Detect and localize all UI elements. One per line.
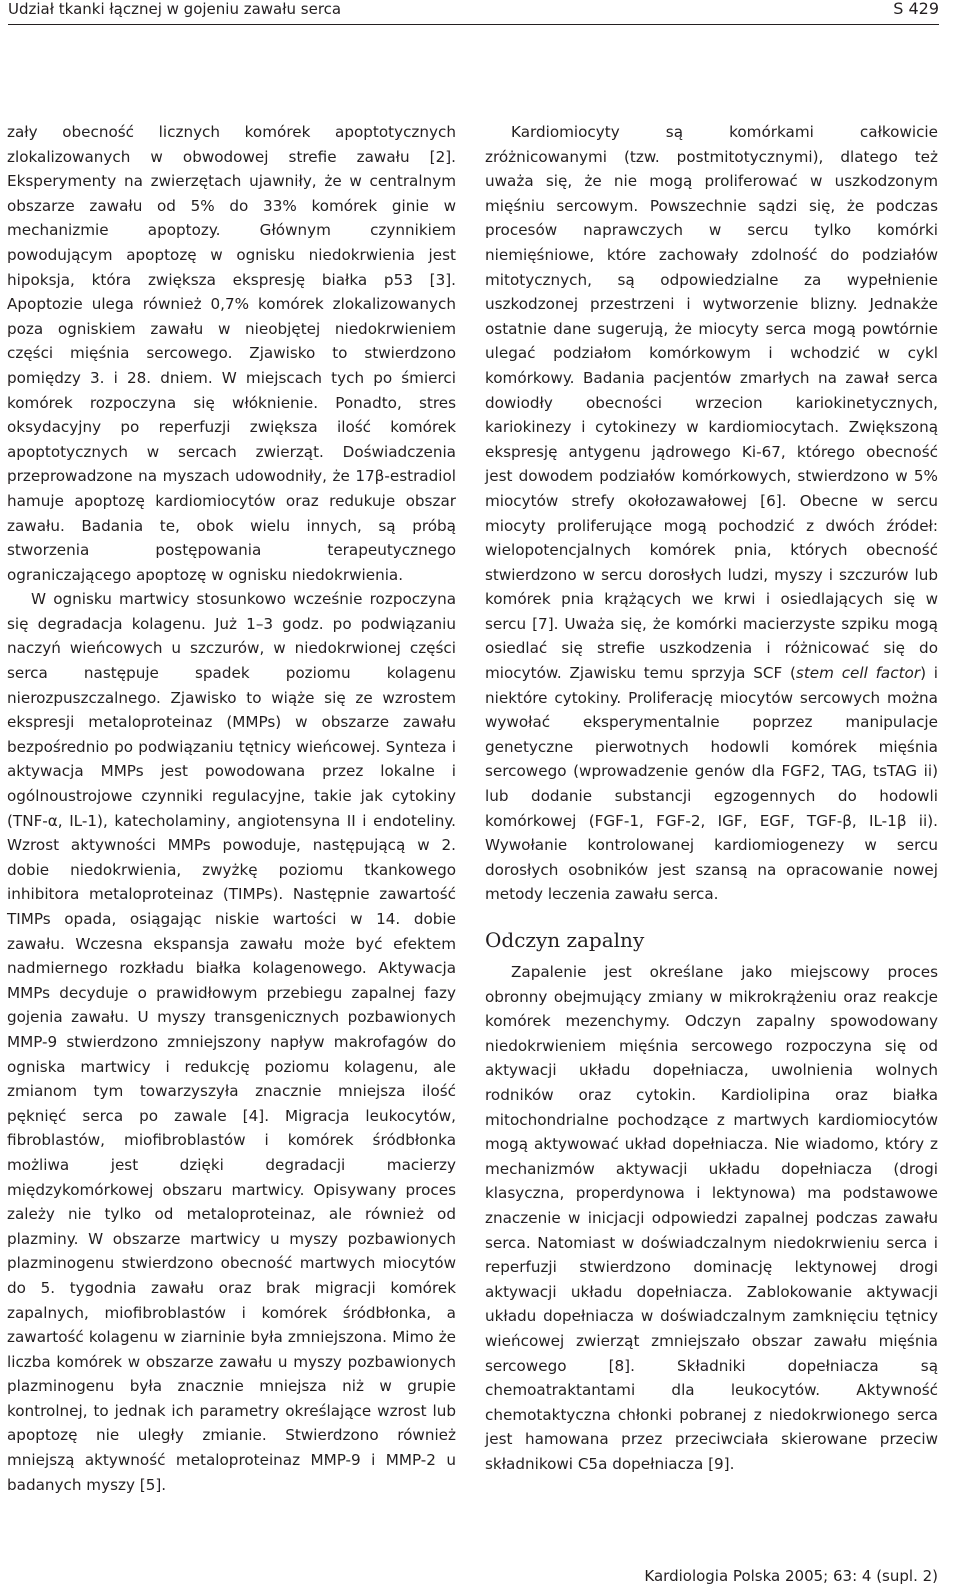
- italic-term: stem cell factor: [795, 664, 921, 683]
- journal-footer: Kardiologia Polska 2005; 63: 4 (supl. 2): [644, 1567, 938, 1585]
- header-rule: [8, 24, 939, 25]
- paragraph: W ognisku martwicy stosunkowo wcześnie rozpoczyna się degradacja kolagenu. Już 1–3 godz. po podwiązaniu naczyń wieńcowych u szczurów, w niedokrwionej części serca następuje spadek poziomu kolagenu nierozpuszczalnego. Zjawisko to wiąże się ze wzrostem ekspresji metaloproteinaz (MMPs) w obszarze zawału bezpośrednio po podwiązaniu tętnicy wieńcowej. Synteza i aktywacja MMPs jest powodowana przez lokalne i ogólnoustrojowe czynniki regulacyjne, takie jak cytokiny (TNF-α, IL-1), katecholaminy, angiotensyna II i endoteliny. Wzrost aktywności MMPs powoduje, następującą w 2. dobie niedokrwienia, zwyżkę poziomu tkankowego inhibitora metaloproteinaz (TIMPs). Następnie zawartość TIMPs opada, osiągając niskie wartości w 14. dobie zawału. Wczesna ekspansja zawału może być efektem nadmiernego rozkładu białka kolagenowego. Aktywacja MMPs decyduje o prawidłowym przebiegu zapalnej fazy gojenia zawału. U myszy transgenicznych pozbawionych MMP-9 stwierdzono zmniejszony napływ makrofagów do ogniska martwicy i redukcję poziomu kolagenu, ale zmianom tym towarzyszyła znacznie mniejsza ilość pęknięć serca po zawale [4]. Migracja leukocytów, fibroblastów, miofibroblastów i komórek śródbłonka możliwa jest dzięki degradacji macierzy międzykomórkowej obszaru martwicy. Opisywany proces zależy nie tylko od metaloproteinaz, ale również od plazminy. W obszarze martwicy u myszy pozbawionych plazminogenu stwierdzono obecność martwych miocytów do 5. tygodnia zawału oraz brak migracji komórek zapalnych, miofibroblastów i komórek śródbłonka, a zawartość kolagenu w ziarninie była zmniejszona. Mimo że liczba komórek w obszarze zawału u myszy pozbawionych plazminogenu była znacznie mniejsza niż w grupie kontrolnej, to jednak ich parametry określające wzrost lub apoptozę nie uległy zmianie. Stwierdzono również mniejszą aktywność metaloproteinaz MMP-9 i MMP-2 u badanych myszy [5].: [7, 590, 456, 1494]
- paragraph: [485, 120, 938, 907]
- running-title: Udział tkanki łącznej w gojeniu zawału serca: [8, 0, 342, 18]
- paragraph-text: ) i niektóre cytokiny. Proliferację miocytów sercowych można wywołać eksperymentalnie poprzez manipulacje genetyczne pierwotnych hodowli komórek mięśnia sercowego (wprowadzenie genów dla FGF2, TAG, tsTAG ii) lub dodanie substancji egzogennych do hodowli komórkowej (FGF-1, FGF-2, IGF, EGF, TGF-β, IL-1β ii). Wywołanie kontrolowanej kardiomiogenezy w sercu dorosłych osobników jest szansą na opracowanie nowej metody leczenia zawału serca.: [485, 664, 939, 904]
- paragraph-text: Kardiomiocyty są komórkami całkowicie zróżnicowanymi (tzw. postmitotycznymi), dlatego też uważa się, że nie mogą proliferować w uszkodzonym mięśniu sercowym. Powszechnie sądzi się, że podczas procesów naprawczych w sercu tylko komórki niemięśniowe, które zachowały zdolność do podziałów mitotycznych, są odpowiedzialne za wypełnienie uszkodzonej przestrzeni i wytworzenie blizny. Jednakże ostatnie dane sugerują, że miocyty serca mogą powtórnie ulegać podziałom komórkowym i wchodzić w cykl komórkowy. Badania pacjentów zmarłych na zawał serca dowiodły obecności wrzecion kariokinetycznych, kariokinezy i cytokinezy w kardiomiocytach. Zwiększoną ekspresję antygenu jądrowego Ki-67, którego obecność jest dowodem podziałów komórkowych, stwierdzono w 5% miocytów strefy okołozawałowej [6]. Obecne w sercu miocyty proliferujące mogą pochodzić z dwóch źródeł: wielopotencjalnych komórek pnia, których obecność stwierdzono w sercu dorosłych ludzi, myszy i szczurów lub komórek pnia krążących we krwi i osiedlających się w sercu [7]. Uważa się, że komórki macierzyste szpiku mogą osiedlać się strefie uszkodzenia i różnicować się do miocytów. Zjawisku temu sprzyja SCF (: [485, 123, 938, 683]
- left-column: [7, 120, 456, 1497]
- paragraph: Zapalenie jest określane jako miejscowy proces obronny obejmujący zmiany w mikrokrążeniu oraz reakcje komórek mezenchymy. Odczyn zapalny spowodowany niedokrwieniem mięśnia sercowego rozpoczyna się od aktywacji układu dopełniacza, uwolnienia wolnych rodników oraz cytokin. Kardiolipina oraz białka mitochondrialne pochodzące z martwych kardiomiocytów mogą aktywować układ dopełniacza. Nie wiadomo, który z mechanizmów aktywacji układu dopełniacza (drogi klasyczna, properdynowa i lektynowa) ma podstawowe znaczenie w inicjacji odpowiedzi zapalnej podczas zawału serca. Natomiast w doświadczalnym niedokrwieniu serca i reperfuzji stwierdzono dominację lektynowej drogi aktywacji układu dopełniacza. Zablokowanie aktywacji układu dopełniacza w doświadczalnym zamknięciu tętnicy wieńcowej zwierząt zmniejszało obszar zawału mięśnia sercowego [8]. Składniki dopełniacza są chemoatraktantami dla leukocytów. Aktywność chemotaktyczna chłonki pobranej z niedokrwionego serca jest hamowana przez przeciwciała skierowane przeciw składnikowi C5a dopełniacza [9].: [485, 963, 938, 1473]
- running-header: [8, 0, 939, 26]
- right-column: [485, 120, 938, 1476]
- page-number: S 429: [893, 0, 939, 18]
- paragraph: zały obecność licznych komórek apoptotycznych zlokalizowanych w obwodowej strefie zawału [2]. Eksperymenty na zwierzętach ujawniły, że w centralnym obszarze zawału od 5% do 33% komórek ginie w mechanizmie apoptozy. Głównym czynnikiem powodującym apoptozę w ognisku niedokrwienia jest hipoksja, która zwiększa ekspresję białka p53 [3]. Apoptozie ulega również 0,7% komórek zlokalizowanych poza ogniskiem zawału w nieobjętej niedokrwieniem części mięśnia sercowego. Zjawisko to stwierdzono pomiędzy 3. i 28. dniem. W miejscach tych po śmierci komórek rozpoczyna się włóknienie. Ponadto, stres oksydacyjny po reperfuzji zwiększa ilość komórek apoptotycznych w sercach zwierząt. Doświadczenia przeprowadzone na myszach udowodniły, że 17β-estradiol hamuje apoptozę kardiomiocytów oraz redukuje obszar zawału. Badania te, obok wielu innych, są próbą stworzenia postępowania terapeutycznego ograniczającego apoptozę w ognisku niedokrwienia.: [7, 123, 456, 584]
- section-heading: Odczyn zapalny: [485, 928, 645, 952]
